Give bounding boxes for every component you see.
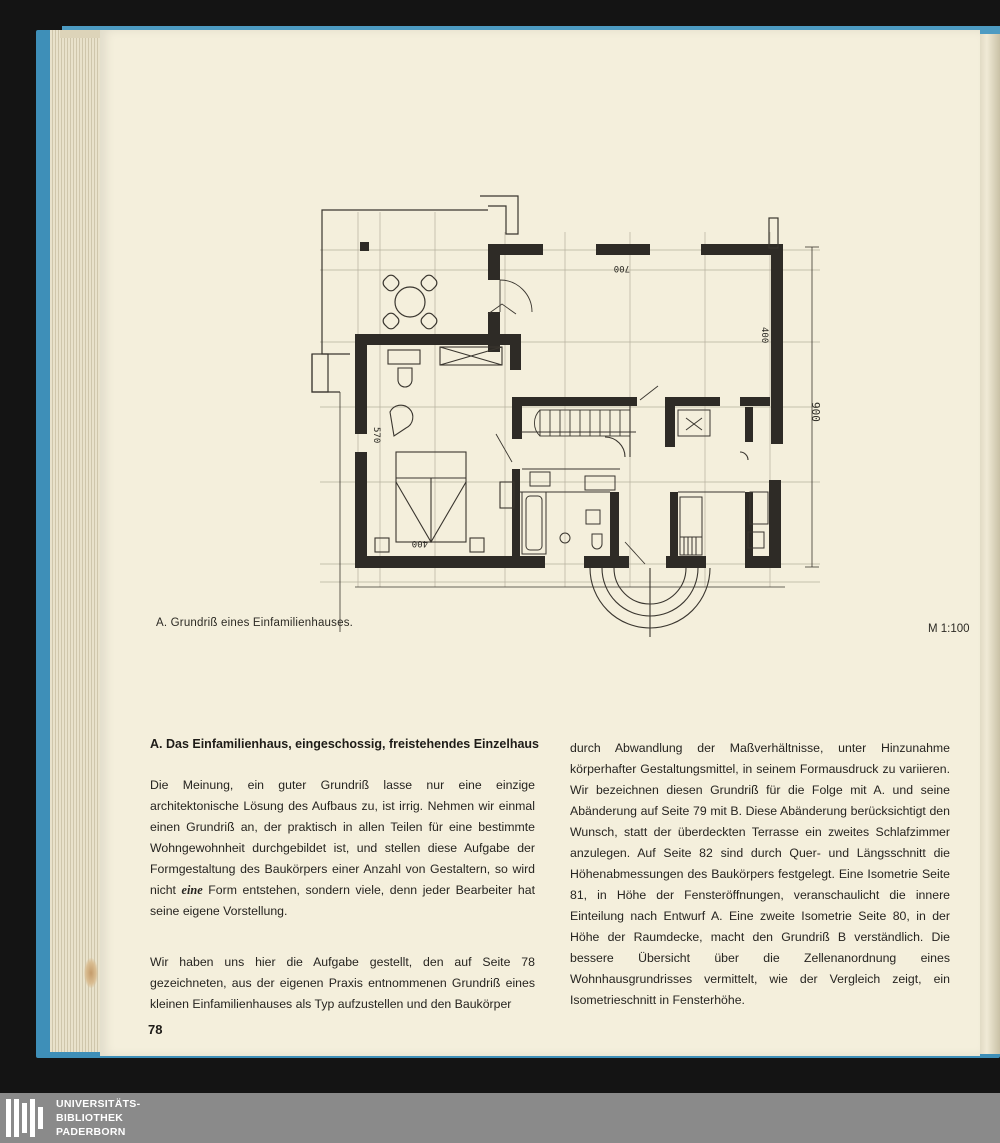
library-name-line-2: BIBLIOTHEK (56, 1112, 124, 1124)
scale-label: M 1:100 (928, 623, 970, 635)
library-footer (0, 1093, 1000, 1143)
dim-label-overall: 900 (809, 402, 822, 422)
dim-label-bottom-left: 400 (411, 538, 428, 548)
next-page-edge (978, 34, 1000, 1054)
figure-caption: A. Grundriß eines Einfamilienhauses. (156, 617, 354, 629)
page-number: 78 (148, 1022, 163, 1037)
paragraph-3: durch Abwandlung der Maßverhältnisse, unter Hinzunahme körperhafter Gestaltungsmittel, in seinem Formausdruck zu variieren. Wir bezeichnen diesen Grundriß für die Folge mit A. und seine Abänderung auf Seite 79 mit B. Diese Abänderung berücksichtigt den Wunsch, statt der überdeckten Terrasse ein zweites Schlafzimmer anzulegen. Auf Seite 82 sind durch Quer- und Längsschnitt die Höhenabmessungen des Baukörpers festgelegt. Eine Isometrie Seite 81, in Höhe der Fensteröffnungen, veranschaulicht die innere Einteilung nach Entwurf A. Eine zweite Isometrie Seite 80, in der Höhe der Raumdecke, macht den Grundriß B verständlich. Die bessere Übersicht über die Zellenanordnung eines Wohnhausgrundrisses vermittelt, wie der Vergleich zeigt, ein Isometrieschnitt in Fensterhöhe. (570, 741, 950, 1007)
library-name-line-3: PADERBORN (56, 1126, 126, 1138)
library-name (56, 1097, 140, 1139)
partitions (520, 406, 748, 492)
bedroom-furniture (375, 347, 514, 552)
walls (355, 218, 783, 568)
bathroom-fixtures (522, 472, 615, 554)
paper-stain (84, 958, 98, 988)
library-name-line-1: UNIVERSITÄTS- (56, 1098, 141, 1110)
terrace-pillar (360, 242, 369, 251)
kitchen-fixtures (678, 410, 768, 555)
paragraph-1 (150, 775, 535, 922)
paragraph-1-emphasis: eine (181, 883, 203, 897)
dim-label-left-room: 570 (371, 427, 381, 444)
dim-label-top: 700 (613, 263, 630, 273)
page-block-edges (50, 30, 106, 1052)
terrace-table (381, 273, 439, 331)
section-heading: A. Das Einfamilienhaus, eingeschossig, freistehendes Einzelhaus (150, 737, 540, 751)
paragraph-1-text-b: Form entstehen, sondern viele, denn jeder Bearbeiter hat seine eigene Vorstellung. (150, 883, 535, 918)
paragraph-1-text-a: Die Meinung, ein guter Grundriß lasse nur eine einzige architektonische Lösung des Aufbaus zu, ist irrig. Nehmen wir einmal einen Grundriß an, der praktisch in allen Teilen für eine bestimmte Wohngewohnheit durchgebildet ist, und stellen diese Aufgabe der Formgestaltung des Baukörpers einer Anzahl von Gestaltern, so wird nicht (150, 778, 535, 897)
dim-label-right-room: 400 (759, 327, 769, 344)
paragraph-2: Wir haben uns hier die Aufgabe gestellt, den auf Seite 78 gezeichneten, aus der eigenen Praxis entnommenen Grundriß eines kleinen Einfamilienhauses als Typ aufzustellen und den Baukörper (150, 955, 535, 1011)
floor-plan (300, 192, 840, 647)
library-logo-icon (6, 1099, 50, 1137)
entrance-steps (590, 568, 710, 637)
